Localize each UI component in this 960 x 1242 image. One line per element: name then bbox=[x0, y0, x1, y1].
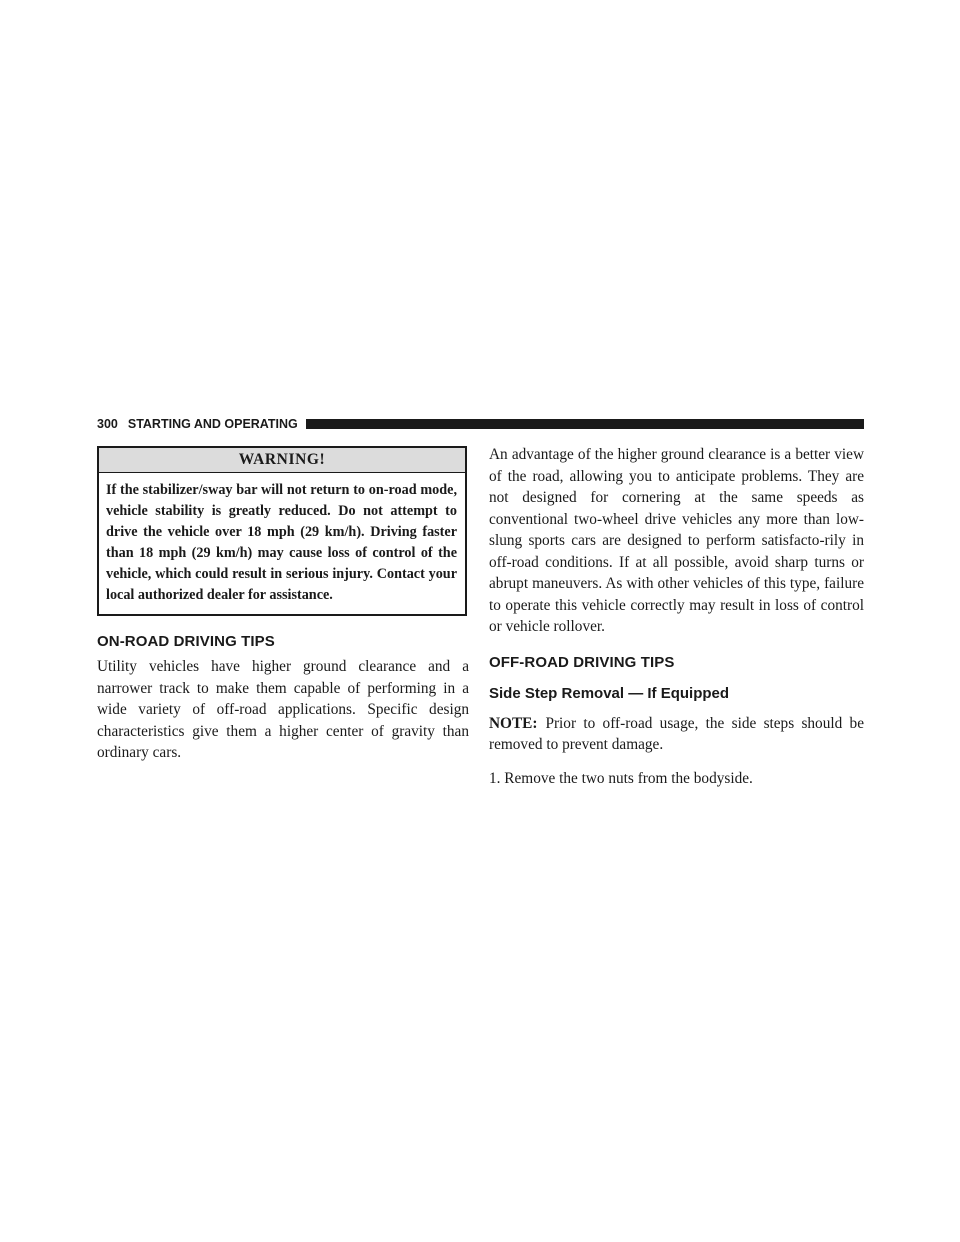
section-title: STARTING AND OPERATING bbox=[127, 417, 298, 431]
warning-box bbox=[97, 446, 467, 616]
note-text: Prior to off-road usage, the side steps should be removed to prevent damage. bbox=[489, 714, 864, 753]
note-paragraph bbox=[489, 713, 864, 756]
header-rule bbox=[306, 419, 864, 429]
side-step-subheading: Side Step Removal — If Equipped bbox=[489, 684, 730, 702]
right-column bbox=[489, 444, 864, 789]
off-road-heading: OFF-ROAD DRIVING TIPS bbox=[489, 653, 675, 671]
on-road-paragraph: Utility vehicles have higher ground clearance and a narrower track to make them capable of performing in a wide variety of off-road applications. Specific design characteristics give them a higher center of gravity than ordinary cars. bbox=[97, 658, 469, 761]
note-label: NOTE: bbox=[489, 714, 538, 732]
warning-title: WARNING! bbox=[99, 448, 465, 473]
page-number: 300 bbox=[97, 417, 118, 431]
on-road-heading: ON-ROAD DRIVING TIPS bbox=[97, 633, 275, 650]
left-column bbox=[97, 633, 469, 764]
step-1: 1. Remove the two nuts from the bodyside. bbox=[489, 769, 753, 787]
page-header bbox=[97, 417, 864, 431]
warning-text: If the stabilizer/sway bar will not return to on-road mode, vehicle stability is greatly reduced. Do not attempt to drive the vehicle over 18 mph (29 km/h). Driving faster than 18 mph (29 km/h) may cause loss of control of the vehicle, which could result in serious injury. Contact your local authorized dealer for assistance. bbox=[106, 482, 457, 603]
ground-clearance-paragraph: An advantage of the higher ground clearance is a better view of the road, allowing you to anticipate problems. They are not designed for cornering at the same speeds as conventional two-wheel drive vehicles any more than low-slung sports cars are designed to perform satisfacto-rily in off-road conditions. If at all possible, avoid sharp turns or abrupt maneuvers. As with other vehicles of this type, failure to operate this vehicle correctly may result in loss of control or vehicle rollover. bbox=[489, 446, 864, 635]
